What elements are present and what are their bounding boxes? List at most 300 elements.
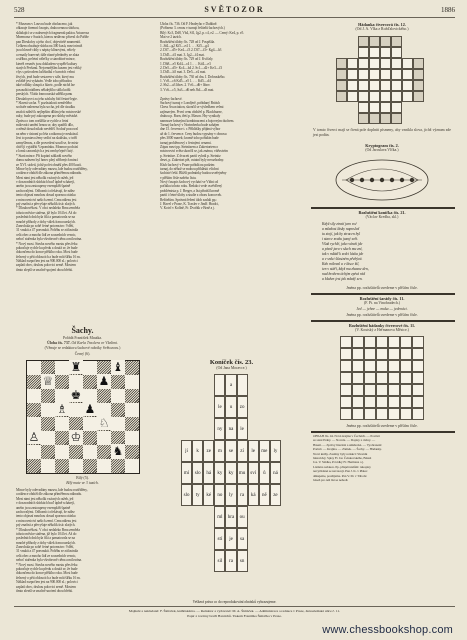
puzzle12-cell (380, 69, 391, 80)
text-line: Mezi nimi jest několik vzácných ražeb, jež (16, 496, 74, 501)
text-line: celá obec a mnoho lidí ze sousedních vesnic, (16, 232, 77, 237)
board-square (55, 431, 69, 445)
notice-text (313, 434, 451, 584)
board-square (83, 431, 97, 445)
board-square (41, 445, 55, 459)
board-square (111, 403, 125, 417)
text-line: 31 vnuků a 47 pravnuků. Pohřbu se zúčastnila (16, 549, 78, 554)
knight-tour-cell: ná (270, 462, 281, 484)
puzzle12-cell (358, 58, 369, 69)
text-line: anebo jsou zastoupeny exempláři špatně (16, 184, 71, 189)
puzzle12-cell (336, 91, 347, 102)
puzzle12-cell (358, 91, 369, 102)
puzzle12-cell (369, 36, 380, 47)
knight-tour-cell: ze (203, 440, 214, 462)
crypto-title: Kryptogram čís. 2. (365, 143, 399, 148)
text-line: tohoto měsíce stařena, jíž bylo 104 let. Až do (16, 210, 77, 215)
chess-piece: ♞ (112, 444, 124, 458)
text-line: v dosavadních sbírkách buď úplně scházejí, (16, 180, 75, 185)
magazine-title: SVĚTOZOR (204, 5, 265, 14)
poem-line: Však rychlé, jako vánek jde (322, 242, 363, 246)
knight-tour-cell: k (192, 440, 203, 462)
text-line: problémista p. J. Berger, a list přináší kromě (160, 188, 220, 193)
text-line: dokončena do konce příštího roku. Most bude (16, 571, 78, 576)
square-solution-cell (388, 408, 400, 420)
text-line: z mincovnictví našich zemí. Cena nálezu jest (16, 518, 77, 523)
board-square (125, 389, 139, 403)
square-solution-cell (400, 396, 412, 408)
text-line: 2. De5—d5+ Kc4—b4 2. Sc1—d2+ Ke3—f3 (160, 65, 222, 70)
text-line: anebo jsou zastoupeny exempláři špatně (16, 505, 71, 510)
chess-diagram (26, 360, 140, 474)
text-line: Nový časopis šachový vychází ve Vídni od (160, 180, 219, 185)
square-solution-cell (400, 348, 412, 360)
board-square (27, 459, 41, 473)
puzzle12-cell (380, 58, 391, 69)
text-line: chtěl jí vyjádřiti Vzpomínku. Mramor pochází (16, 144, 79, 149)
square-solution-cell (388, 348, 400, 360)
square-solution-cell (412, 372, 424, 384)
knight-tour-grid (181, 374, 281, 572)
puzzle12-author: (Od J. A. Vlka z Rožďalovického.) (355, 27, 409, 31)
puzzle12-cell (347, 69, 358, 80)
poem-author: (Václav Kredba, skl.) (365, 215, 399, 219)
square-author: (V. Koutský z Heřmanova Městce.) (355, 328, 409, 332)
chess-problem-title (16, 341, 149, 346)
square-solution-cell (352, 348, 364, 360)
puzzle12-cell (391, 91, 402, 102)
text-line: Báseň. — Zprávy literární a umělecké. — Vyobrazení: (313, 442, 382, 447)
puzzle12-cell (369, 58, 380, 69)
board-square (83, 417, 97, 431)
text-line: až do 1. července. Ceny budou vypsány v obnosu (160, 131, 227, 136)
knight-tour-cell: sa (237, 528, 248, 550)
puzzle12-cell (369, 91, 380, 102)
charade-title: Rozluštění šarády čís. 11. (359, 296, 405, 301)
text-line: posledních dnů byla čilá a pamatovala se na (16, 536, 75, 541)
text-line: prý značná a převyšuje několik tisíc zlatých. (16, 202, 76, 207)
knight-tour-cell: a (225, 374, 236, 396)
white-label: Bílý (5). (76, 476, 89, 480)
board-square (27, 403, 41, 417)
poem-title: Rozluštění koníčka čís. 21. (358, 210, 406, 215)
knight-tour-cell (214, 374, 225, 396)
page-number: 528 (14, 6, 25, 14)
poem-solvers: Jména pp. rozluštitelů uvedeme v příštím čísle. (346, 286, 418, 290)
board-square (55, 389, 69, 403)
square-solution-cell (376, 360, 388, 372)
text-line: dokončena do konce příštího roku. Most bude (16, 250, 78, 255)
text-line: jsou hlavně cihly s nápisy klínovými, reliefy (16, 48, 76, 53)
text-line: J. Havel v Praze, K. Traxler v Jindř. Hradci, (160, 202, 219, 207)
board-square (27, 389, 41, 403)
text-line: ruky; bude prý zakoupena pro sbírky městské. (16, 114, 78, 119)
square-solution-cell (364, 348, 376, 360)
text-line: OBSAH čís. 44. Nová krajina v Čechách. — Pověsti (313, 434, 380, 438)
square-solution-cell (340, 360, 352, 372)
text-line: * Nový most. Stavba nového mostu přes řeku (16, 241, 78, 246)
board-square (125, 431, 139, 445)
knight-tour-cell: stí (214, 528, 225, 550)
board-square (97, 361, 111, 375)
square-solution-cell (412, 360, 424, 372)
knight-tour-cell: ly (270, 440, 281, 462)
text-line: Náklad rozpočten jest na 900.000 zl.; polovici (16, 259, 78, 264)
text-line: Zanechala po sobě četné potomstvo: 9 dětí, (16, 545, 74, 550)
board-square (125, 445, 139, 459)
knight-tour-cell: ny (214, 418, 225, 440)
text-line: Dieulafoyovi za jeho zásluhy řád čestné legie. (16, 96, 78, 101)
puzzle12-cell (347, 58, 358, 69)
square-solution-cell (400, 384, 412, 396)
knight-tour-cell: le (214, 396, 225, 418)
text-line: * Stará mince. Při kopání základů nového (16, 153, 72, 158)
puzzle12-cell (358, 36, 369, 47)
knight-tour-cell: mu (237, 462, 248, 484)
column-1-text (16, 22, 149, 272)
knight-tour-cell: na (225, 418, 236, 440)
chess-piece: ♜ (70, 360, 82, 374)
square-solution-grid (340, 336, 424, 420)
square-solution-cell (376, 348, 388, 360)
text-line: Rozluštění úlohy čís. 729 od J. Kvíčaly. (160, 57, 214, 62)
text-line: Jest to postava ženy sedící na skalisku, s tváří (16, 136, 77, 141)
puzzle12-cell (336, 69, 347, 80)
text-line: Chess Association, skončil se výsledkem velmi (160, 105, 224, 110)
text-line: Šachový turnaj v Londýně, pořádaný British (160, 101, 220, 106)
puzzle12-cell (391, 113, 402, 124)
board-square (97, 445, 111, 459)
knight-tour-cell: ké (203, 484, 214, 506)
charade-answer: Jed — jehne — muka — jedenáct. (356, 307, 408, 311)
text-line: mnohé příhody z doby válek francouzských. (16, 219, 76, 224)
publisher-info: Majitelé a nakladatel: F. Šimáček, knihtiskárna. — Redaktor a vydavatel: M. A. Šimáček. — Administrace a redakce v Praze, Jerusalemská ulice č. 11. (128, 609, 341, 613)
square-solution-cell (340, 396, 352, 408)
problem-author: Od Karla Traxlera ve Vlašimi. (71, 341, 118, 345)
text-line: * Nový most. Stavba nového mostu přes řeku (16, 562, 78, 567)
knight-tour-cell: le (237, 418, 248, 440)
cryptogram-figure (332, 156, 432, 204)
text-line: perských. Vláda francouzská udělila panu (16, 92, 73, 97)
puzzle12-cell (391, 58, 402, 69)
chess-piece: ♙ (28, 430, 40, 444)
poem-line: tu stojí, jak by ztracen byl (322, 232, 361, 236)
knight-tour-cell: u (225, 396, 236, 418)
text-line: Řešitelům. Správná řešení úloh zaslali pp.: (160, 197, 218, 202)
board-square (69, 417, 83, 431)
text-line: zamyšlenou, a dle provedení soudí se, že mistr (16, 140, 79, 145)
text-line: Listárna redakce. Pp. přispěvatelům: rukopisy (313, 464, 371, 469)
text-line: domu nalezen byl hrnec plný stříbrných mincí (16, 158, 78, 163)
board-square (83, 375, 97, 389)
poem-line: a blažen jest jak mladý sen. (322, 277, 363, 281)
square-solution-cell (352, 408, 364, 420)
text-line: tento objasní mnohou dosud spornou otázku (16, 514, 76, 519)
puzzle12-cell (402, 80, 413, 91)
text-line: Nové knihy. Zaslány byly redakci: Sborník (313, 451, 368, 456)
text-line: Mezi nimi jest několik vzácných ražeb, jež (16, 175, 74, 180)
square-solution-cell (376, 336, 388, 348)
text-line: pokračuje rychle ku předu a doufá se, že bude (16, 245, 78, 250)
text-line: v příštím čísle našeho listu. (160, 175, 197, 180)
board-square (55, 375, 69, 389)
text-line: historický, Spisy Fr. Jar. Čelakovského, Básně (313, 455, 372, 460)
text-line: kteréž vesměs jsou dokladem vyspělé kultury (16, 61, 78, 66)
poem-line: Kdo miloval a v lásce žil, (322, 262, 360, 266)
text-line: 3. Dd5—d1 mat. 3. Jg2—f4 mat. (160, 52, 205, 57)
knight-tour-cell: no (214, 484, 225, 506)
board-square (41, 417, 55, 431)
text-line: Zápas mezi pp. Steinitzem a Zukertortem o (160, 144, 219, 149)
text-line: tímto zlepší se značně spojení obou břehů. (16, 588, 73, 592)
poem-line: Když síly ztratí jaro své (322, 222, 357, 226)
text-line: V. Kotrč v Kolíně, Fr. Dvořák v Brně a j. (160, 206, 215, 211)
knight-tour-cell: ze (270, 484, 281, 506)
puzzle12-square-grid (336, 36, 424, 124)
knight-tour-cell: ů (259, 462, 270, 484)
puzzle12-cell (336, 80, 347, 91)
knight-tour-cell: ly (225, 484, 236, 506)
text-line: 1. Vc8—c6 Kd5—e5 1. . . . Kd5—d4 (160, 79, 211, 84)
text-line: zaplatí obec, druhou polovici země. Mostem (16, 263, 76, 268)
square-solution-cell (412, 348, 424, 360)
square-solution-cell (352, 336, 364, 348)
knight-tour-cell: ně (259, 484, 270, 506)
text-line: skládající se z nalezených fragmentů palácu Artaxerxa (16, 30, 89, 35)
page-header (14, 5, 455, 17)
square-solution-cell (376, 384, 388, 396)
column-2-text (160, 22, 303, 322)
text-line: Bílý: Kc3, Dd8, Vb4, Sf1, Jg2, p. c4, e2. — Černý: Ke4, p. e5. (160, 30, 244, 35)
board-square (69, 459, 83, 473)
puzzle12-cell (413, 91, 424, 102)
text-line: Mince byly odevzdány museu, kde budou roztříděny, (16, 488, 88, 492)
knight-tour-cell: slo (181, 484, 192, 506)
text-line: Celkem obsahuje sbírka na 300 kusů, mezi nimiž (16, 43, 83, 48)
chess-piece: ♝ (112, 360, 124, 374)
poem-line: a písně jara v sluch mu zní, (322, 247, 363, 251)
puzzle12-cell (413, 80, 424, 91)
text-line: * Dlouhověkost. V obci nedaleko Brna zemřela (16, 206, 80, 211)
knight-tour-cell: zí (237, 440, 248, 462)
knight-tour-cell: se (225, 440, 236, 462)
puzzle12-cell (391, 47, 402, 58)
board-square (111, 417, 125, 431)
text-line: a emaily barevné; dále různé předměty ze zlata (16, 52, 79, 57)
puzzle12-cell (402, 58, 413, 69)
puzzle12-cell (391, 69, 402, 80)
square-solution-cell (400, 372, 412, 384)
text-line: p. Steinitze. Z dvaceti partií vyhrál p. Steinitz (160, 153, 221, 158)
board-square (97, 431, 111, 445)
square-solution-cell (364, 384, 376, 396)
text-line: báseň pro náš list se nehodí. (313, 477, 349, 482)
knight-tour-cell: m (214, 440, 225, 462)
knight-tour-cell: ká (248, 484, 259, 506)
board-square (27, 375, 41, 389)
knight-tour-cell: sví (248, 462, 259, 484)
publisher-line (14, 609, 455, 618)
board-square (41, 459, 55, 473)
text-line: zajímavým. První cenu obdržel p. Blackburne, (160, 109, 223, 114)
board-square (41, 361, 55, 375)
square-solution-cell (364, 396, 376, 408)
square-solution-cell (364, 372, 376, 384)
crypto-author: (Od Jaroslava Vlčka.) (365, 148, 399, 152)
text-line: tento objasní mnohou dosud spornou otázku (16, 193, 76, 198)
text-line: ohlasuje firemní časopis, drahocennou sbírkou, (16, 26, 80, 31)
text-line: Rozluštění úlohy čís. 728 od J. Pospíšila. (160, 39, 215, 44)
square-solution-cell (388, 360, 400, 372)
poem-line: a mladost lásky naposled (322, 227, 360, 231)
text-line: 31 vnuků a 47 pravnuků. Pohřbu se zúčastnila (16, 228, 78, 233)
text-line: tímto zlepší se značně spojení obou břehů. (16, 267, 73, 272)
charade-author: (F. Pt. na Vinohradech.) (363, 301, 401, 305)
text-line: zachovalými. Odborníci očekávají, že nález (16, 509, 75, 514)
printer-info: Papír z továrny bratří Hantichů. Tiskem Františka Šimáčka v Praze. (187, 613, 282, 618)
reproduction-notice: Veškerá práva co do reprodukování obrázků vyhrazujeme. (192, 600, 277, 604)
board-square (83, 361, 97, 375)
text-line: mistrovství světa skončil se, jak známo, vítězstvím (160, 149, 228, 154)
text-line: z lomů carrarských a jest neobyčejně čistý. (16, 149, 74, 154)
text-line: zachovalými. Odborníci očekávají, že nález (16, 188, 75, 193)
puzzle12-cell (402, 91, 413, 102)
text-line: přes 3000 marek; kromě toho pořádán bude (160, 136, 219, 141)
text-line: deset, p. Zukertort pět, ostatní byly nerozhodny. (160, 158, 224, 163)
chess-problem-note: (Věnuje se redaktoru šachové rubriky Světozoru.) (44, 346, 121, 350)
knight-tour-cell: ky (214, 462, 225, 484)
watermark-url[interactable]: www.chessbookshop.com (322, 624, 453, 636)
text-line: nevyžádané se nevracejí. Pan J. K. v Písku: (313, 469, 368, 474)
board-square (83, 459, 97, 473)
square-solution-cell (352, 384, 364, 396)
col3-divider-1 (311, 207, 455, 209)
board-square (83, 445, 97, 459)
puzzle12-cell (358, 47, 369, 58)
header-rule (14, 17, 455, 18)
text-line: Zprávy šachové. (160, 96, 183, 101)
puzzle12-cell (358, 113, 369, 124)
text-line: Mnemona v Susách, kterou nedávno přivezl do Paříže (16, 35, 89, 40)
square-solvers: Jména pp. rozluštitelů uvedeme v příštím čísle. (346, 424, 418, 428)
square-solution-cell (400, 408, 412, 420)
board-square (97, 459, 111, 473)
text-line: posledních dnů byla čilá a pamatovala se na (16, 215, 75, 220)
puzzle12-cell (391, 80, 402, 91)
puzzle12-cell (402, 69, 413, 80)
puzzle12-cell (358, 80, 369, 91)
text-line: pokračuje rychle ku předu a doufá se, že bude (16, 567, 78, 572)
board-square (41, 389, 55, 403)
knight-tour-cell: je (225, 528, 236, 550)
square-solution-cell (412, 396, 424, 408)
column-1-lower-text (16, 488, 149, 592)
poem-lines (322, 222, 444, 284)
square-solution-cell (364, 360, 376, 372)
text-line: v dosavadních sbírkách buď úplně scházejí, (16, 501, 75, 506)
text-line: Turnaj šachový v Norimberku bude zahájen (160, 122, 220, 127)
chess-caption: Bílý mate ve 3 tazích. (66, 481, 99, 485)
board-square (125, 375, 139, 389)
knight-tour-cell: ky (225, 462, 236, 484)
knight-tour-cell: ty (192, 484, 203, 506)
cryptogram-drawing (332, 156, 432, 204)
board-square (125, 459, 139, 473)
square-solution-cell (364, 408, 376, 420)
board-square (27, 417, 41, 431)
text-line: 3. Vc6—c5, Sa3—d6 neb Jb4—d3 mat. (160, 87, 214, 92)
knight-tour-cell: le (248, 440, 259, 462)
text-line: znalců náleží k nejlepším dílům jeho mistrovské (16, 109, 81, 114)
text-line: turnaj problémový s čestnými cenami. (160, 140, 212, 145)
square-solution-cell (388, 396, 400, 408)
board-square (83, 389, 97, 403)
text-line: * Museum v Louvru bude obohaceno, jak (16, 22, 73, 26)
text-line: o němž dosud nikdo nevěděl. Sochař pracoval (16, 127, 78, 132)
knight-tour-cell: mí (181, 462, 192, 484)
poem-line: ten v stáří, když mu zhasne den, (322, 267, 369, 271)
board-square (41, 403, 55, 417)
poem-line: nad hrobem tichým zpívá rád (322, 272, 366, 276)
square-solution-cell (352, 372, 364, 384)
text-line: * Slavná socha. V pozůstalosti zemřelého (16, 101, 72, 106)
text-line: namnoze krásnými kombinacemi a bojovným duchem. (160, 118, 235, 123)
text-line: 2. Df7—d5+ Ke4—f3 2. Df7—f3+ Kg4—h3 (160, 48, 222, 53)
knight-tour-cell: há (203, 462, 214, 484)
board-square (111, 389, 125, 403)
board-square (111, 375, 125, 389)
text-line: šachisté čeští. Bližší podmínky budou uveřejněny (160, 171, 227, 176)
text-line: také odlitky sloupů a hlavic, podle nichž lze (16, 83, 75, 88)
square-solution-cell (400, 336, 412, 348)
text-line: tohoto měsíce stařena, jíž bylo 104 let. Až do (16, 531, 77, 536)
text-line: z mincovnictví našich zemí. Cena nálezu jest (16, 197, 77, 202)
text-line: 1. Dh8—e5 Kd4—c4 1. . . . Kd4—e3 (160, 61, 211, 66)
puzzle12-cell (347, 80, 358, 91)
puzzle12-cell (380, 80, 391, 91)
text-line: vlys s průvodem lučištníků v barvách velmi (16, 70, 75, 75)
text-line: Rozluštění úlohy čís. 730 od dra. J. Dobruského. (160, 74, 226, 79)
square-solution-cell (412, 408, 424, 420)
chess-piece: ♟ (98, 374, 110, 388)
puzzle12-cell (358, 69, 369, 80)
puzzle12-cell (369, 69, 380, 80)
col3-divider-2 (311, 293, 455, 295)
text-line: sochaře nalezena byla socha, jež dle úsudku (16, 105, 75, 110)
puzzle12-cell (380, 91, 391, 102)
chess-piece: ♕ (42, 374, 54, 388)
board-square (97, 403, 111, 417)
puzzle12-cell (380, 47, 391, 58)
square-solution-cell (352, 396, 364, 408)
knight-tour-cell: jí (181, 440, 192, 462)
text-line: živých, jenž bude sestaven v sále, který mu (16, 74, 74, 79)
chess-piece: ♗ (56, 402, 68, 416)
text-line: turnaj, do něhož se mohou přihlásiti všichni (160, 166, 219, 171)
board-square (97, 389, 111, 403)
knight-tour-cell (237, 374, 248, 396)
knight-tour-cell: hra (225, 506, 236, 528)
knight-tour-cell: slo (192, 462, 203, 484)
board-square (125, 417, 139, 431)
text-line: pan Dieulafoy a jeho choť, objevitelé znamenití. (16, 39, 81, 44)
page-year: 1886 (441, 6, 455, 14)
footer-rule (14, 606, 455, 607)
poem-line: i starce zraku jasný svět. (322, 237, 359, 241)
text-line: Portrét. — Krajina. — Zámek. — Šachy. — Hádanky. (313, 447, 382, 452)
text-line: neboť stařenka byla všeobecně ctěna a milována. (16, 237, 82, 242)
square-solution-cell (376, 372, 388, 384)
